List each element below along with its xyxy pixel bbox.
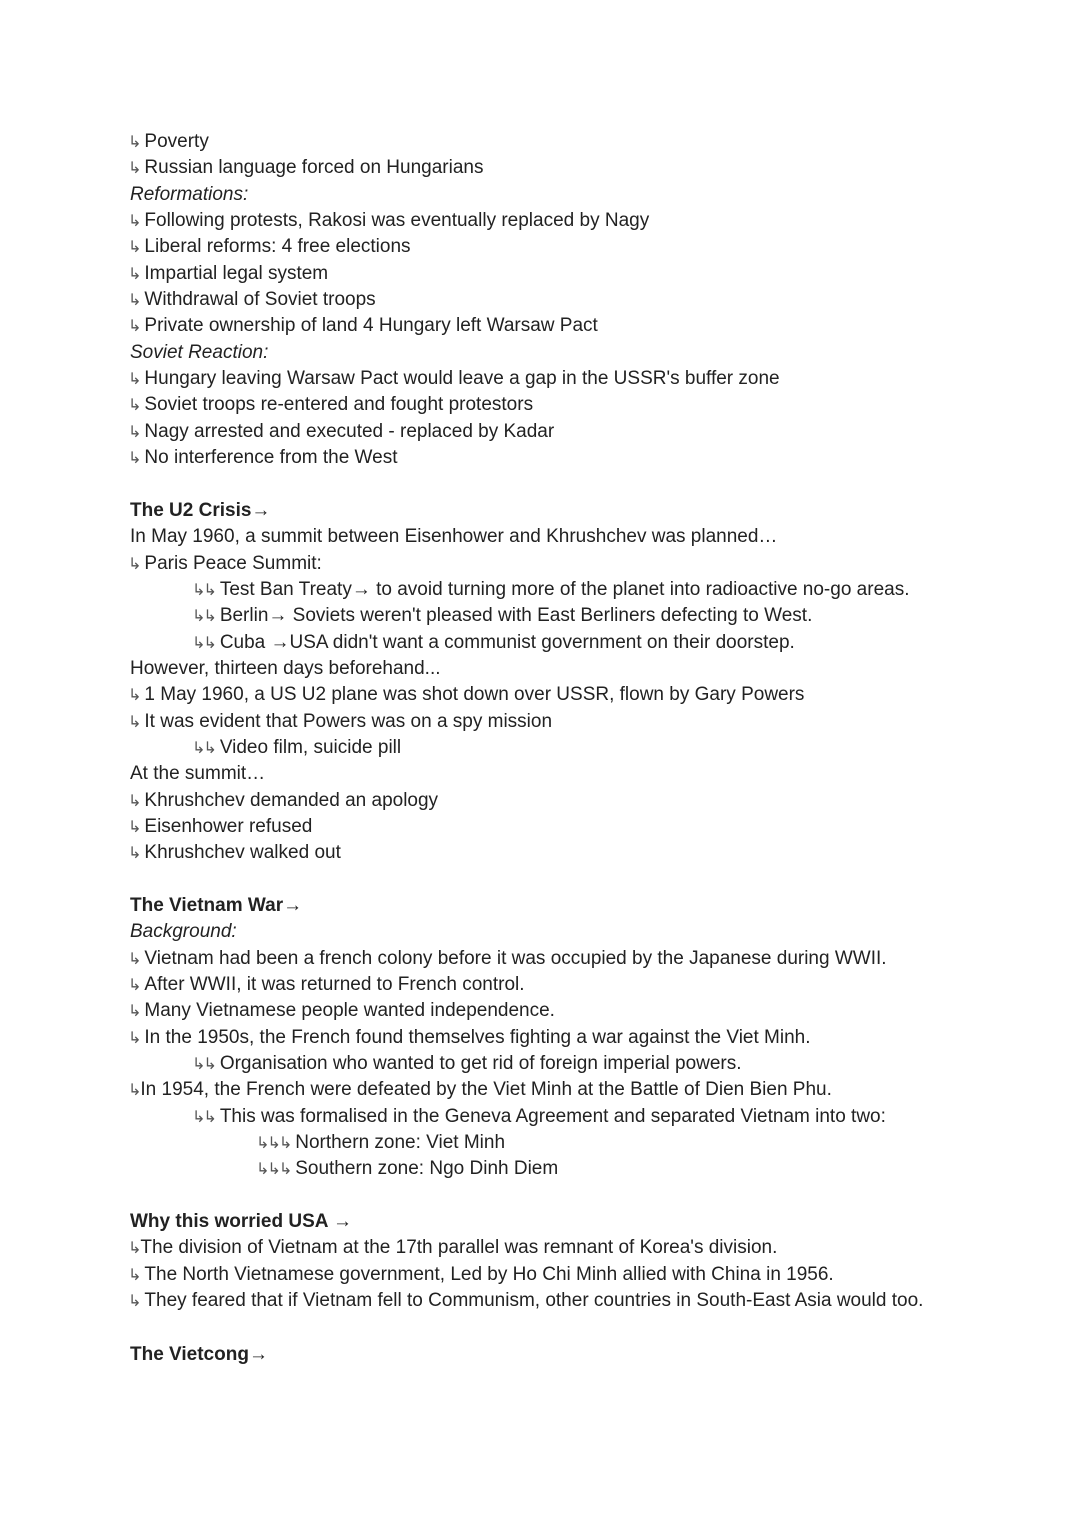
bullet-arrow-icon: ↳	[128, 423, 140, 441]
bullet-arrow-icon: ↳	[128, 265, 140, 283]
bullet-item: ↳ In the 1950s, the French found themselves fighting a war against the Viet Minh.	[128, 1026, 811, 1048]
bullet-item: ↳ Paris Peace Summit:	[128, 552, 322, 574]
bullet-item: ↳The division of Vietnam at the 17th parallel was remnant of Korea's division.	[128, 1237, 778, 1259]
double-arrow-icon: ↳↳	[192, 634, 215, 652]
triple-arrow-icon: ↳↳↳	[256, 1161, 291, 1179]
bullet-item: ↳ Hungary leaving Warsaw Pact would leave a gap in the USSR's buffer zone	[128, 368, 780, 390]
paragraph: However, thirteen days beforehand...	[130, 657, 441, 679]
bullet-item: ↳ Following protests, Rakosi was eventually replaced by Nagy	[128, 210, 650, 232]
bullet-item: ↳ After WWII, it was returned to French control.	[128, 974, 525, 995]
bullet-arrow-icon: ↳	[128, 292, 140, 310]
bullet-item: ↳ Withdrawal of Soviet troops	[128, 289, 376, 311]
bullet-item: ↳ Liberal reforms: 4 free elections	[128, 236, 411, 258]
paragraph: In May 1960, a summit between Eisenhower and Khrushchev was planned…	[130, 526, 778, 548]
bullet-arrow-icon: ↳	[128, 213, 140, 231]
bullet-item: ↳ No interference from the West	[128, 447, 398, 469]
double-arrow-icon: ↳↳	[192, 1056, 215, 1074]
paragraph: At the summit…	[130, 763, 266, 785]
double-arrow-icon: ↳↳	[192, 739, 215, 757]
sub-bullet-item: ↳↳ Berlin→ Soviets weren't pleased with East Berliners defecting to West.	[192, 605, 813, 627]
sub-bullet-item: ↳↳ Test Ban Treaty→ to avoid turning more of the planet into radioactive no-go areas.	[192, 578, 910, 600]
bullet-item: ↳ Nagy arrested and executed - replaced by Kadar	[128, 420, 555, 442]
bullet-item: ↳In 1954, the French were defeated by the Viet Minh at the Battle of Dien Bien Phu.	[128, 1079, 832, 1101]
triple-arrow-icon: ↳↳↳	[256, 1135, 291, 1153]
sub-bullet-item: ↳↳ Cuba →USA didn't want a communist government on their doorstep.	[192, 631, 795, 653]
bullet-arrow-icon: ↳	[128, 397, 140, 415]
double-arrow-icon: ↳↳	[192, 581, 215, 599]
subheading-soviet-reaction: Soviet Reaction:	[130, 341, 269, 363]
section-heading-u2-crisis: The U2 Crisis→	[130, 499, 271, 521]
bullet-item: ↳ 1 May 1960, a US U2 plane was shot down over USSR, flown by Gary Powers	[128, 684, 805, 706]
notes-body	[130, 129, 950, 1368]
sub-bullet-item: ↳↳ Organisation who wanted to get rid of foreign imperial powers.	[192, 1053, 742, 1075]
spacer	[130, 1315, 950, 1341]
bullet-arrow-icon: ↳	[128, 713, 140, 731]
section-heading-vietnam-war: The Vietnam War→	[130, 894, 303, 916]
sub-sub-bullet-item: ↳↳↳ Southern zone: Ngo Dinh Diem	[256, 1158, 559, 1180]
spacer	[130, 1183, 950, 1209]
bullet-arrow-icon: ↳	[128, 1266, 140, 1284]
bullet-item: ↳ They feared that if Vietnam fell to Communism, other countries in South-East Asia would too.	[128, 1290, 924, 1312]
bullet-item: ↳ Russian language forced on Hungarians	[128, 157, 484, 179]
spacer	[130, 471, 950, 497]
sub-bullet-item: ↳↳ Video film, suicide pill	[192, 736, 402, 758]
bullet-arrow-icon: ↳	[128, 450, 140, 468]
bullet-arrow-icon: ↳	[128, 845, 140, 863]
section-heading-usa-worry: Why this worried USA →	[130, 1211, 353, 1233]
bullet-arrow-icon: ↳	[128, 1293, 140, 1311]
bullet-item: ↳ Many Vietnamese people wanted independence.	[128, 1000, 555, 1022]
section-heading-vietcong: The Vietcong→	[130, 1343, 268, 1365]
bullet-arrow-icon: ↳	[128, 239, 140, 257]
bullet-arrow-icon: ↳	[128, 555, 140, 573]
bullet-arrow-icon: ↳	[128, 1082, 140, 1100]
bullet-arrow-icon: ↳	[128, 977, 140, 994]
subheading-background: Background:	[130, 921, 237, 943]
bullet-item: ↳ Eisenhower refused	[128, 815, 313, 837]
bullet-arrow-icon: ↳	[128, 687, 140, 705]
bullet-item: ↳ Poverty	[128, 131, 209, 152]
bullet-item: ↳ Soviet troops re-entered and fought protestors	[128, 394, 534, 416]
subheading-reformations: Reformations:	[130, 183, 249, 205]
sub-sub-bullet-item: ↳↳↳ Northern zone: Viet Minh	[256, 1132, 506, 1154]
bullet-item: ↳ The North Vietnamese government, Led by Ho Chi Minh allied with China in 1956.	[128, 1263, 834, 1285]
bullet-item: ↳ Private ownership of land 4 Hungary left Warsaw Pact	[128, 315, 598, 337]
bullet-arrow-icon: ↳	[128, 134, 140, 151]
bullet-arrow-icon: ↳	[128, 318, 140, 336]
bullet-item: ↳ Khrushchev walked out	[128, 842, 341, 864]
sub-bullet-item: ↳↳ This was formalised in the Geneva Agreement and separated Vietnam into two:	[192, 1105, 886, 1127]
bullet-item: ↳ Khrushchev demanded an apology	[128, 789, 439, 811]
bullet-arrow-icon: ↳	[128, 160, 140, 178]
double-arrow-icon: ↳↳	[192, 608, 215, 626]
bullet-arrow-icon: ↳	[128, 371, 140, 389]
bullet-arrow-icon: ↳	[128, 950, 140, 968]
double-arrow-icon: ↳↳	[192, 1108, 215, 1126]
bullet-arrow-icon: ↳	[128, 1029, 140, 1047]
bullet-item: ↳ It was evident that Powers was on a spy mission	[128, 710, 553, 732]
bullet-arrow-icon: ↳	[128, 792, 140, 810]
spacer	[130, 867, 950, 893]
bullet-item: ↳ Impartial legal system	[128, 262, 329, 284]
bullet-arrow-icon: ↳	[128, 818, 140, 836]
bullet-arrow-icon: ↳	[128, 1240, 140, 1258]
bullet-arrow-icon: ↳	[128, 1003, 140, 1021]
bullet-item: ↳ Vietnam had been a french colony before it was occupied by the Japanese during WWII.	[128, 947, 887, 969]
